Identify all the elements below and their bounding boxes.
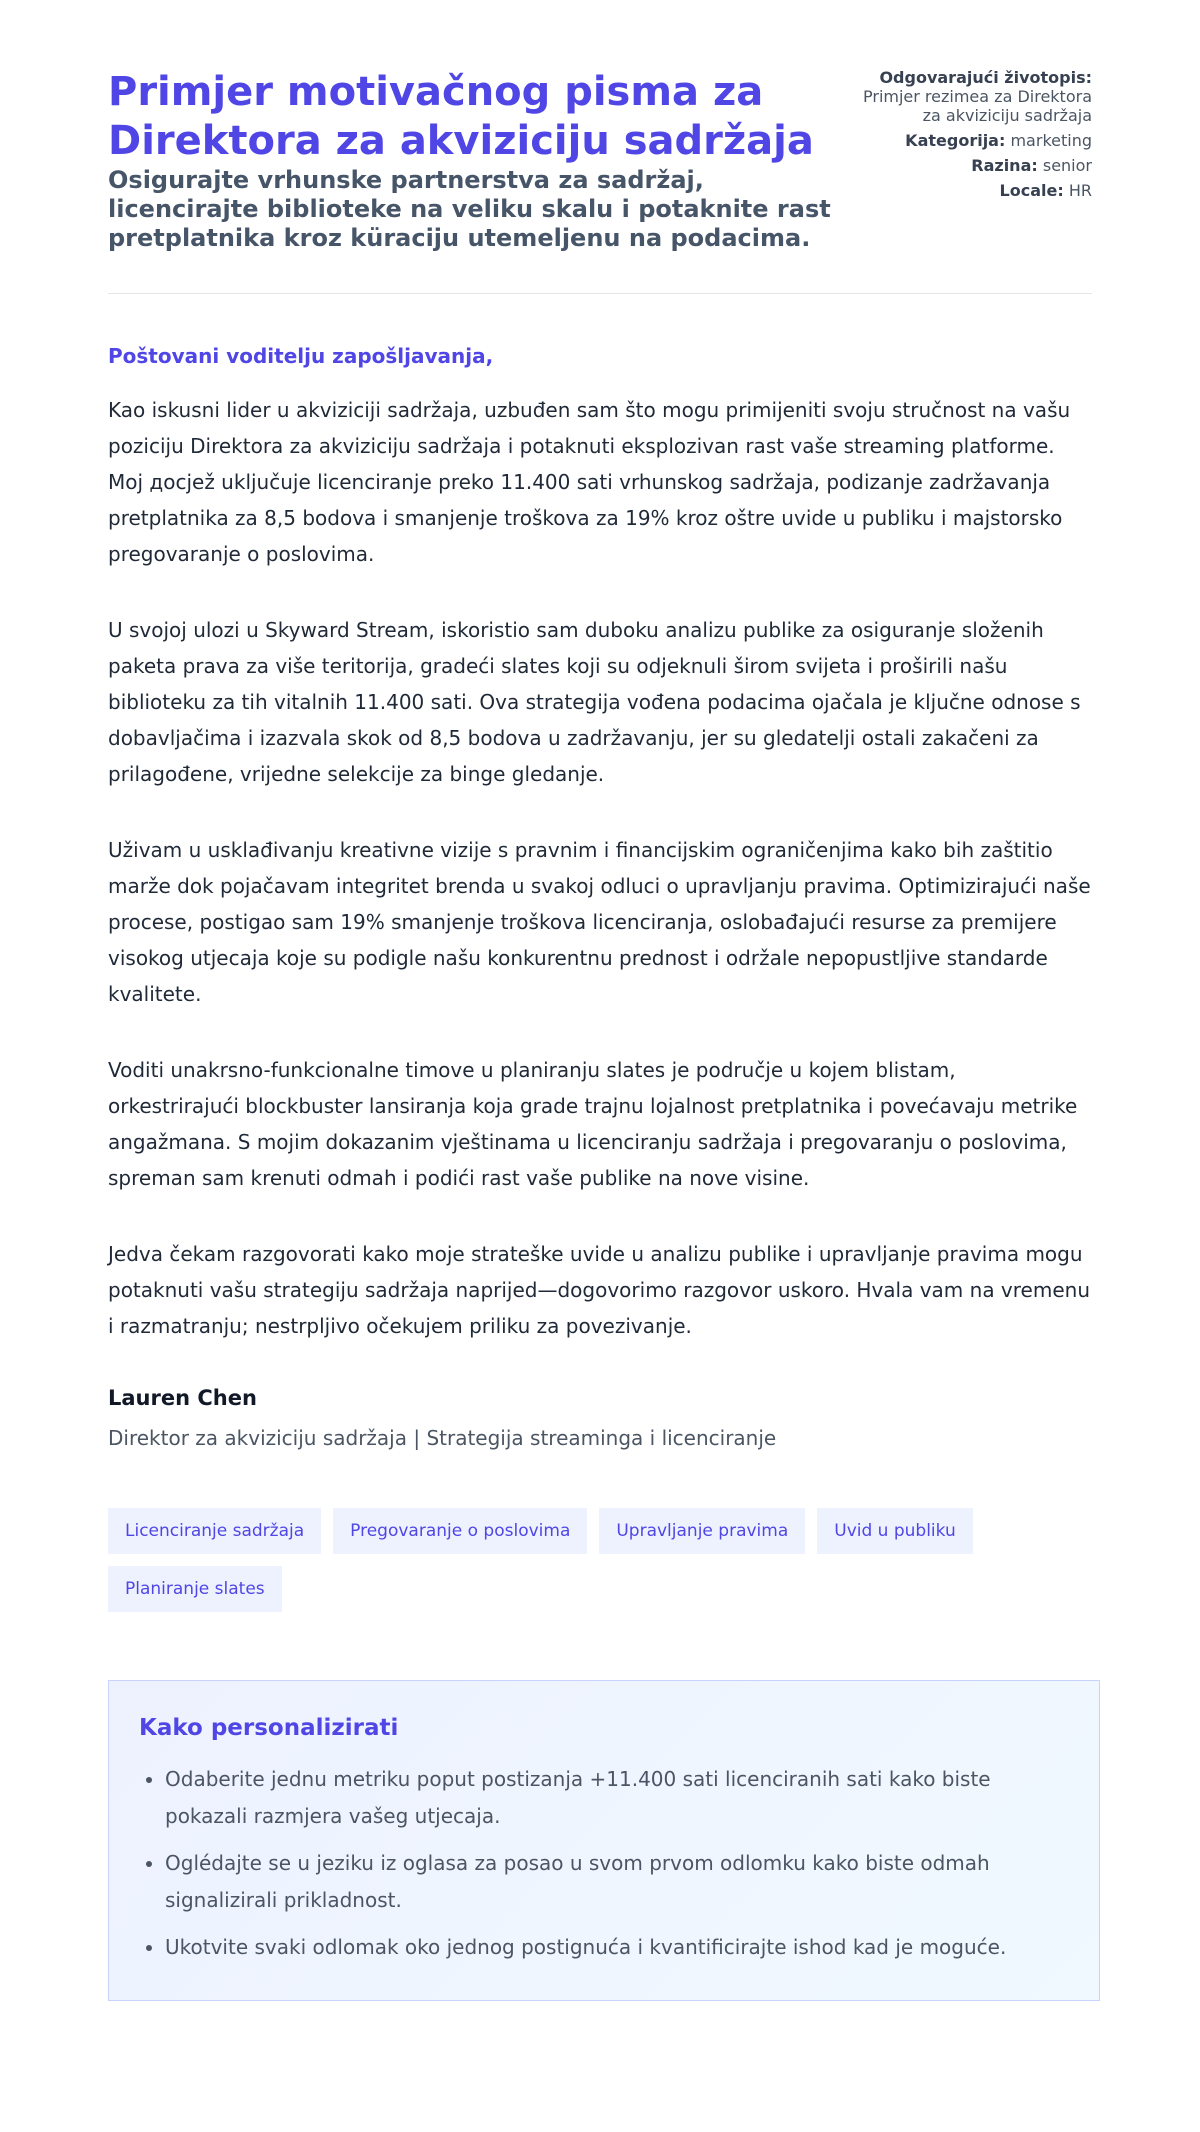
meta-row-category [862,131,1092,150]
tip-item: • Oglédajte se u jeziku iz oglasa za posao u svom prvom odlomku kako biste odmah signalizirali prikladnost. [165,1845,1069,1919]
letter-paragraph: Uživam u usklađivanju kreativne vizije s pravnim i financijskim ograničenjima kako bih zaštitio marže dok pojačavam integritet brenda u svakoj odluci o upravljanju pravima. Optimizirajući naše procese, postigao sam 19% smanjenje troškova licenciranja, oslobađajući resurse za premijere visokog utjecaja koje su podigle našu konkurentnu prednost i održale nepopustljive standarde kvalitete. [108,838,1091,1006]
letter-paragraph: Jedva čekam razgovorati kako moje strateške uvide u analizu publike i upravljanje pravima mogu potaknuti vašu strategiju sadržaja naprijed—dogovorimo razgovor uskoro. Hvala vam na vremenu i razmatranju; nestrpljivo očekujem priliku za povezivanje. [108,1242,1090,1338]
skill-tag: Planiranje slates [108,1566,282,1612]
tip-item: • Odaberite jednu metriku poput postizanja +11.400 sati licenciranih sati kako biste pokazali razmjera vašeg utjecaja. [165,1761,1069,1835]
meta-label: Razina: [971,156,1038,175]
meta-row-level [862,156,1092,175]
skill-tag: Licenciranje sadržaja [108,1508,321,1554]
letter-salutation: Poštovani voditelju zapošljavanja, [108,344,494,368]
meta-value: senior [1042,156,1092,175]
meta-row-resume [862,68,1092,125]
header [108,68,1092,253]
skill-tag: Uvid u publiku [817,1508,973,1554]
signature-block [108,1384,1092,1452]
tips-list [139,1761,1069,1966]
meta-value: Primjer rezimea za Direktora za akviziciju sadržaja [863,87,1092,125]
personalization-tips-box [108,1680,1100,2001]
meta-panel [862,68,1092,206]
skill-tag: Upravljanje pravima [599,1508,805,1554]
meta-value: HR [1068,181,1092,200]
letter-paragraph: U svojoj ulozi u Skyward Stream, iskoristio sam duboku analizu publike za osiguranje složenih paketa prava za više teritorija, gradeći slates koji su odjeknuli širom svijeta i proširili našu biblioteku za tih vitalnih 11.400 sati. Ova strategija vođena podacima ojačala je ključne odnose s dobavljačima i izazvala skok od 8,5 bodova u zadržavanju, jer su gledatelji ostali zakačeni za prilagođene, vrijedne selekcije za binge gledanje. [108,618,1081,786]
signature-title: Direktor za akviziciju sadržaja | Strategija streaminga i licenciranje [108,1426,777,1450]
meta-label: Kategorija: [905,131,1006,150]
tip-item: • Ukotvite svaki odlomak oko jednog postignuća i kvantificirajte ishod kad je moguće. [165,1929,1069,1966]
meta-row-locale [862,181,1092,200]
tips-title: Kako personalizirati [139,1715,399,1741]
signature-name: Lauren Chen [108,1386,257,1410]
letter-paragraph: Voditi unakrsno-funkcionalne timove u planiranju slates je područje u kojem blistam, orkestrirajući blockbuster lansiranja koja grade trajnu lojalnost pretplatnika i povećavaju metrike angažmana. S mojim dokazanim vještinama u licenciranju sadržaja i pregovaranju o poslovima, spreman sam krenuti odmah i podići rast vaše publike na nove visine. [108,1058,1078,1190]
page-title: Primjer motivačnog pisma za Direktora za akviziciju sadržaja [108,69,814,164]
meta-value: marketing [1010,131,1092,150]
skill-tags [108,1508,1008,1612]
letter-body [108,392,1092,1344]
skill-tag: Pregovaranje o poslovima [333,1508,587,1554]
meta-label: Odgovarajući životopis: [879,68,1092,87]
header-left [108,68,848,253]
page-subtitle: Osigurajte vrhunske partnerstva za sadržaj, licencirajte biblioteke na veliku skalu i potaknite rast pretplatnika kroz küraciju utemeljenu na podacima. [108,166,831,252]
letter-paragraph: Kao iskusni lider u akviziciji sadržaja, uzbuđen sam što mogu primijeniti svoju stručnost na vašu poziciju Direktora za akviziciju sadržaja i potaknuti eksplozivan rast vaše streaming platforme. Moj досјеž uključuje licenciranje preko 11.400 sati vrhunskog sadržaja, podizanje zadržavanja pretplatnika za 8,5 bodova i smanjenje troškova za 19% kroz oštre uvide u publiku i majstorsko pregovaranje o poslovima. [108,398,1071,566]
meta-label: Locale: [999,181,1064,200]
header-divider [108,293,1092,294]
